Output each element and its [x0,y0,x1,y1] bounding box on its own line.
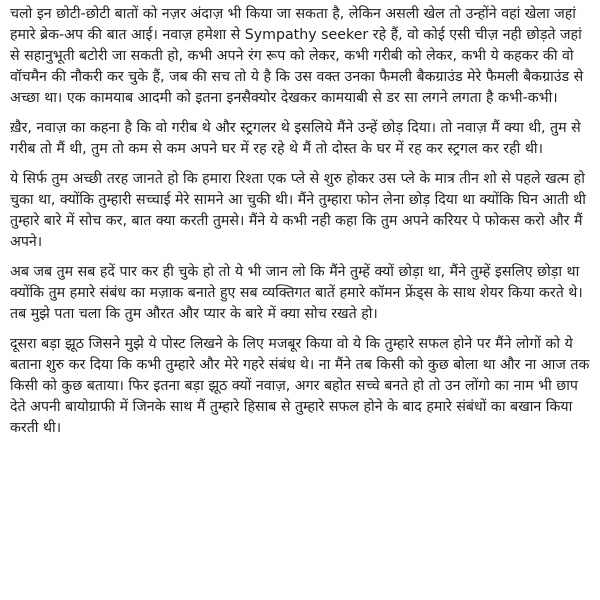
paragraph-1: चलो इन छोटी-छोटी बातों को नज़र अंदाज़ भी किया जा सकता है, लेकिन असली खेल तो उन्होंने वहां खेला जहां हमारे ब्रेक-अप की बात आई। नवाज़ हमेशा से Sympathy seeker रहे हैं, वो कोई एसी चीज़ नही छोड़ते जहां से सहानुभूती बटोरी जा सकती हो, कभी अपने रंग रूप को लेकर, कभी गरीबी को लेकर, कभी ये कहकर की वो वॉचमैन की नौकरी कर चुके हैं, जब की सच तो ये है कि उस वक्त उनका फैमली बैकग्राउंड मेरे फैमली बैकग्राउंड से अच्छा था। एक कामयाब आदमी को इतना इनसैक्योर देखकर कामयाबी से डर सा लगने लगता है कभी-कभी। [10,6,584,106]
paragraph-5: दूसरा बड़ा झूठ जिसने मुझे ये पोस्ट लिखने के लिए मजबूर किया वो ये कि तुम्हारे सफल होने पर मैंने लोगों को ये बताना शुरु कर दिया कि कभी तुम्हारे और मेरे गहरे संबंध थे। ना मैंने तब किसी को कुछ बोला था और ना आज तक किसी को कुछ बताया। फिर इतना बड़ा झूठ क्यों नवाज़, अगर बहोत सच्चे बनते हो तो उन लोंगो का नाम भी छाप देते अपनी बायोग्राफी में जिनके साथ मैं तुम्हारे हिसाब से तुम्हारे सफल होने के बाद हमारे संबंधों का बखान किया करती थी। [10,336,590,436]
paragraph-4: अब जब तुम सब हदें पार कर ही चुके हो तो ये भी जान लो कि मैंने तुम्हें क्यों छोड़ा था, मैंने तुम्हें इसलिए छोड़ा था क्योंकि तुम हमारे संबंध का मज़ाक बनाते हुए सब व्यक्तिगत बातें हमारे कॉमन फ्रेंड्स के साथ शेयर किया करते थे। तब मुझे पता चला कि तुम औरत और प्यार के बारे में क्या सोच रखते हो। [10,264,583,322]
paragraph-2: ख़ैर, नवाज़ का कहना है कि वो गरीब थे और स्ट्रगलर थे इसलिये मैंने उन्हें छोड़ दिया। तो नवाज़ मैं क्या थी, तुम से गरीब तो मैं थी, तुम तो कम से कम अपने घर में रह रहे थे मैं तो दोस्त के घर में रह कर स्ट्रगल कर रही थी। [10,120,581,157]
paragraph-3: ये सिर्फ तुम अच्छी तरह जानते हो कि हमारा रिश्ता एक प्ले से शुरु होकर उस प्ले के मात्र तीन शो से पहले खत्म हो चुका था, क्योंकि तुम्हारी सच्चाई मेरे सामने आ चुकी थी। मैंने तुम्हारा फोन लेना छोड़ दिया था क्योंकि घिन आती थी तुम्हारे बारे में सोच कर, बात क्या करती तुमसे। मैंने ये कभी नही कहा कि तुम अपने करियर पे फोकस करो और मैं अपने। [10,171,586,250]
